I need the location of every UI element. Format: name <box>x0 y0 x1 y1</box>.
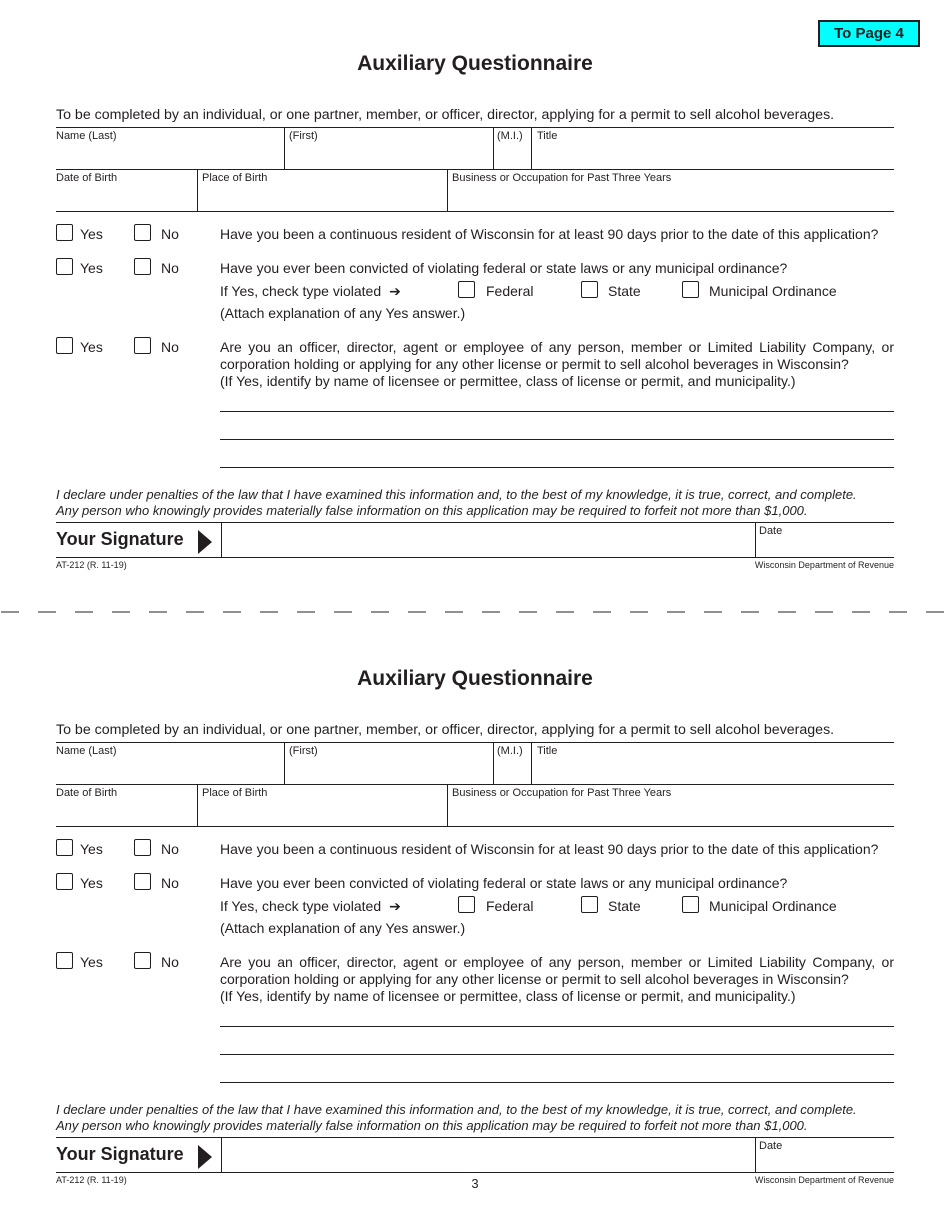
middle-initial-input[interactable] <box>494 143 531 169</box>
middle-initial-label: (M.I.) <box>497 130 523 142</box>
q2-no-checkbox[interactable] <box>134 258 151 275</box>
business-occupation-input[interactable] <box>448 800 894 826</box>
title-input[interactable] <box>532 143 894 169</box>
q1-no-label: No <box>161 841 179 857</box>
place-of-birth-input[interactable] <box>198 800 447 826</box>
q1-residency-question: Have you been a continuous resident of Wisconsin for at least 90 days prior to the date of this application? <box>220 841 879 857</box>
q3-answer-line[interactable] <box>220 439 894 440</box>
arrow-right-icon: ➔ <box>389 898 401 914</box>
form-id: AT-212 (R. 11-19) <box>56 1175 127 1185</box>
q1-yes-label: Yes <box>80 841 103 857</box>
state-label: State <box>608 283 641 299</box>
municipal-ordinance-label: Municipal Ordinance <box>709 898 837 914</box>
last-name-label: Name (Last) <box>56 745 117 757</box>
date-of-birth-input[interactable] <box>56 185 197 211</box>
signature-label: Your Signature <box>56 529 184 549</box>
state-checkbox[interactable] <box>581 281 598 298</box>
title-label: Title <box>537 745 558 757</box>
state-checkbox[interactable] <box>581 896 598 913</box>
q2-type-prompt <box>220 283 401 300</box>
q2-no-label: No <box>161 260 179 276</box>
first-name-label: (First) <box>289 745 318 757</box>
date-label: Date <box>759 525 783 537</box>
arrow-right-icon: ➔ <box>389 283 401 299</box>
date-input[interactable] <box>755 523 894 558</box>
questionnaire-form-1 <box>0 0 950 575</box>
municipal-ordinance-checkbox[interactable] <box>682 281 699 298</box>
divider <box>56 826 894 827</box>
q3-answer-line[interactable] <box>220 411 894 412</box>
divider <box>56 211 894 212</box>
signature-label: Your Signature <box>56 1144 184 1164</box>
q3-line-2: corporation holding or applying for any other license or permit to sell alcohol beverages in Wisconsin? <box>220 356 849 372</box>
business-occupation-input[interactable] <box>448 185 894 211</box>
declaration-line-1: I declare under penalties of the law that I have examined this information and, to the best of my knowledge, it is true, correct, and complete. <box>56 487 857 502</box>
q1-no-checkbox[interactable] <box>134 224 151 241</box>
q3-line-3: (If Yes, identify by name of licensee or permittee, class of license or permit, and municipality.) <box>220 988 796 1004</box>
declaration <box>56 1102 894 1134</box>
first-name-input[interactable] <box>285 143 493 169</box>
declaration <box>56 487 894 519</box>
form-title: Auxiliary Questionnaire <box>357 52 593 75</box>
last-name-label: Name (Last) <box>56 130 117 142</box>
questionnaire-form-2 <box>0 615 950 1190</box>
first-name-label: (First) <box>289 130 318 142</box>
q2-no-checkbox[interactable] <box>134 873 151 890</box>
q1-yes-checkbox[interactable] <box>56 839 73 856</box>
q1-yes-checkbox[interactable] <box>56 224 73 241</box>
q2-yes-checkbox[interactable] <box>56 873 73 890</box>
business-occupation-label: Business or Occupation for Past Three Years <box>452 172 672 184</box>
q1-no-checkbox[interactable] <box>134 839 151 856</box>
agency-name: Wisconsin Department of Revenue <box>754 560 894 570</box>
municipal-ordinance-label: Municipal Ordinance <box>709 283 837 299</box>
federal-label: Federal <box>486 898 534 914</box>
place-of-birth-label: Place of Birth <box>202 172 268 184</box>
declaration-line-1: I declare under penalties of the law that I have examined this information and, to the best of my knowledge, it is true, correct, and complete. <box>56 1102 857 1117</box>
q3-yes-label: Yes <box>80 954 103 970</box>
date-of-birth-label: Date of Birth <box>56 787 118 799</box>
municipal-ordinance-checkbox[interactable] <box>682 896 699 913</box>
q3-answer-line[interactable] <box>220 467 894 468</box>
last-name-input[interactable] <box>56 143 284 169</box>
place-of-birth-input[interactable] <box>198 185 447 211</box>
q3-line-1: Are you an officer, director, agent or employee of any person, member or Limited Liability Company, or <box>220 339 894 355</box>
signature-arrow-icon <box>198 1145 212 1169</box>
q1-yes-label: Yes <box>80 226 103 242</box>
signature-input[interactable] <box>221 1138 755 1173</box>
q1-no-label: No <box>161 226 179 242</box>
q3-answer-line[interactable] <box>220 1082 894 1083</box>
federal-label: Federal <box>486 283 534 299</box>
form-title: Auxiliary Questionnaire <box>357 667 593 690</box>
divider <box>56 742 894 743</box>
signature-arrow-icon <box>198 530 212 554</box>
place-of-birth-label: Place of Birth <box>202 787 268 799</box>
declaration-line-2: Any person who knowingly provides materially false information on this application may be required to forfeit not more than $1,000. <box>56 503 808 518</box>
q2-yes-checkbox[interactable] <box>56 258 73 275</box>
last-name-input[interactable] <box>56 758 284 784</box>
middle-initial-label: (M.I.) <box>497 745 523 757</box>
q3-yes-checkbox[interactable] <box>56 337 73 354</box>
q3-yes-label: Yes <box>80 339 103 355</box>
q2-type-prompt-text: If Yes, check type violated <box>220 898 382 914</box>
form-intro: To be completed by an individual, or one partner, member, or officer, director, applying for a permit to sell alcohol beverages. <box>56 722 835 738</box>
state-label: State <box>608 898 641 914</box>
q3-no-checkbox[interactable] <box>134 952 151 969</box>
q3-yes-checkbox[interactable] <box>56 952 73 969</box>
q3-line-1: Are you an officer, director, agent or employee of any person, member or Limited Liability Company, or <box>220 954 894 970</box>
declaration-line-2: Any person who knowingly provides materially false information on this application may be required to forfeit not more than $1,000. <box>56 1118 808 1133</box>
q3-no-label: No <box>161 339 179 355</box>
q3-answer-line[interactable] <box>220 1054 894 1055</box>
title-input[interactable] <box>532 758 894 784</box>
title-label: Title <box>537 130 558 142</box>
q2-yes-label: Yes <box>80 260 103 276</box>
page-number: 3 <box>471 1176 479 1191</box>
middle-initial-input[interactable] <box>494 758 531 784</box>
to-page-4-button[interactable]: To Page 4 <box>818 20 920 47</box>
q2-conviction-question: Have you ever been convicted of violating federal or state laws or any municipal ordinance? <box>220 875 788 891</box>
q3-no-checkbox[interactable] <box>134 337 151 354</box>
business-occupation-label: Business or Occupation for Past Three Years <box>452 787 672 799</box>
signature-input[interactable] <box>221 523 755 558</box>
q3-line-3: (If Yes, identify by name of licensee or permittee, class of license or permit, and municipality.) <box>220 373 796 389</box>
divider <box>56 127 894 128</box>
q1-residency-question: Have you been a continuous resident of Wisconsin for at least 90 days prior to the date of this application? <box>220 226 879 242</box>
q2-no-label: No <box>161 875 179 891</box>
date-label: Date <box>759 1140 783 1152</box>
form-id: AT-212 (R. 11-19) <box>56 560 127 570</box>
agency-name: Wisconsin Department of Revenue <box>754 1175 894 1185</box>
divider <box>56 169 894 170</box>
q3-line-2: corporation holding or applying for any other license or permit to sell alcohol beverages in Wisconsin? <box>220 971 849 987</box>
date-of-birth-input[interactable] <box>56 800 197 826</box>
form-intro: To be completed by an individual, or one partner, member, or officer, director, applying for a permit to sell alcohol beverages. <box>56 107 835 123</box>
q3-no-label: No <box>161 954 179 970</box>
q3-license-question <box>220 954 894 1005</box>
first-name-input[interactable] <box>285 758 493 784</box>
q2-attach-note: (Attach explanation of any Yes answer.) <box>220 305 466 321</box>
date-input[interactable] <box>755 1138 894 1173</box>
q2-yes-label: Yes <box>80 875 103 891</box>
q2-type-prompt <box>220 898 401 915</box>
date-of-birth-label: Date of Birth <box>56 172 118 184</box>
federal-checkbox[interactable] <box>458 896 475 913</box>
q3-answer-line[interactable] <box>220 1026 894 1027</box>
federal-checkbox[interactable] <box>458 281 475 298</box>
q2-attach-note: (Attach explanation of any Yes answer.) <box>220 920 466 936</box>
q2-type-prompt-text: If Yes, check type violated <box>220 283 382 299</box>
divider <box>56 784 894 785</box>
q2-conviction-question: Have you ever been convicted of violating federal or state laws or any municipal ordinance? <box>220 260 788 276</box>
q3-license-question <box>220 339 894 390</box>
